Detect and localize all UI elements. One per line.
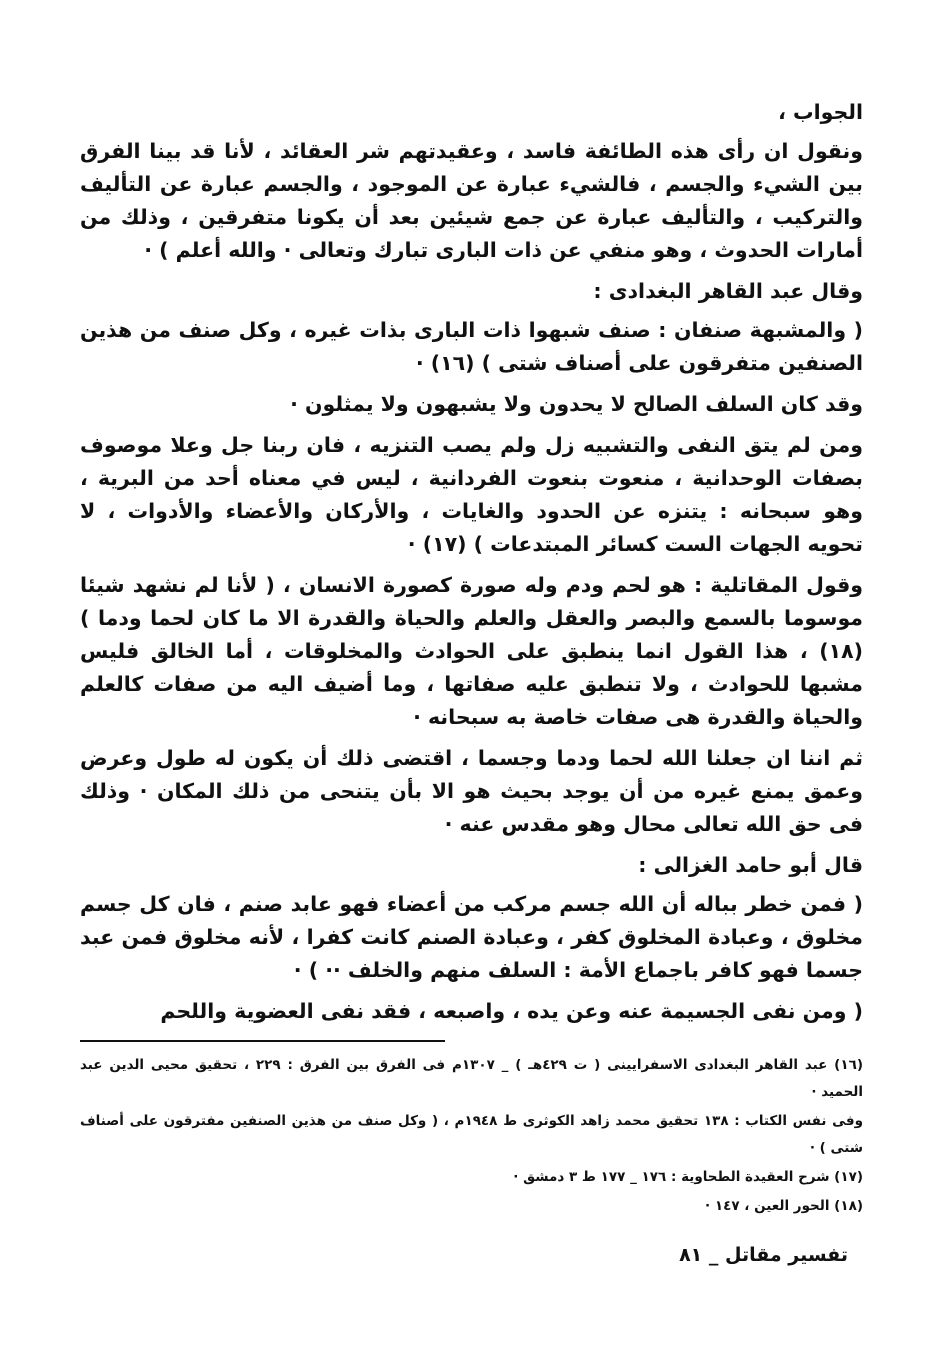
page-footer: تفسير مقاتل _ ٨١: [679, 1244, 848, 1266]
paragraph: ونقول ان رأى هذه الطائفة فاسد ، وعقيدتهم شر العقائد ، لأنا قد بينا الفرق بين الشيء والجسم ، فالشيء عبارة عن الموجود ، والجسم عبارة عن التأليف والتركيب ، والتأليف عبارة عن جمع شيئين بعد أن يكونا متفرقين ، وذلك من أمارات الحدوث ، وهو منفي عن ذات البارى تبارك وتعالى · والله أعلم ) ·: [80, 139, 863, 262]
section-heading-answer: الجواب ،: [778, 100, 863, 124]
footnote: (١٨) الحور العين ، ١٤٧ ·: [705, 1198, 863, 1214]
section-heading-baghdadi: وقال عبد القاهر البغدادى :: [593, 279, 863, 303]
paragraph: وقول المقاتلية : هو لحم ودم وله صورة كصورة الانسان ، ( لأنا لم نشهد شيئا موسوما بالسمع والبصر والعقل والعلم والحياة والقدرة الا ما كان لحما ودما ) (١٨) ، هذا القول انما ينطبق على الحوادث والمخلوقات ، أما الخالق فليس مشبها للحوادث ، ولا تنطبق عليه صفاتها ، وما أضيف اليه من صفات كالعلم والحياة والقدرة هى صفات خاصة به سبحانه ·: [80, 573, 863, 729]
body-text: [80, 96, 863, 1036]
paragraph: ( فمن خطر بباله أن الله جسم مركب من أعضاء فهو عابد صنم ، فان كل جسم مخلوق ، وعبادة المخلوق كفر ، وعبادة الصنم كانت كفرا ، لأنه مخلوق فمن عبد جسما فهو كافر باجماع الأمة : السلف منهم والخلف ·· ) ·: [80, 892, 863, 982]
footnote-divider: [80, 1040, 445, 1042]
footnote: (١٦) عبد القاهر البغدادى الاسفرايينى ( ت ٤٢٩هـ ) _ ١٣٠٧م فى الفرق بين الفرق : ٢٢٩ ، تحقيق محيى الدين عبد الحميد ·: [80, 1057, 863, 1100]
paragraph: ومن لم يتق النفى والتشبيه زل ولم يصب التنزيه ، فان ربنا جل وعلا موصوف بصفات الوحدانية ، منعوت بنعوت الفردانية ، ليس في معناه أحد من البرية ، وهو سبحانه : يتنزه عن الحدود والغايات ، والأركان والأعضاء والأدوات ، لا تحويه الجهات الست كسائر المبتدعات ) (١٧) ·: [80, 433, 863, 556]
paragraph: ثم اننا ان جعلنا الله لحما ودما وجسما ، اقتضى ذلك أن يكون له طول وعرض وعمق يمنع غيره من أن يوجد بحيث هو الا بأن يتنحى من ذلك المكان · وذلك فى حق الله تعالى محال وهو مقدس عنه ·: [80, 746, 863, 836]
footnotes: [80, 1052, 863, 1222]
paragraph: ( ومن نفى الجسيمة عنه وعن يده ، واصبعه ، فقد نفى العضوية واللحم: [160, 999, 863, 1023]
paragraph: وقد كان السلف الصالح لا يحدون ولا يشبهون ولا يمثلون ·: [290, 392, 863, 416]
footnote: (١٧) شرح العقيدة الطحاوية : ١٧٦ _ ١٧٧ ط ٣ دمشق ·: [513, 1169, 863, 1185]
section-heading-ghazali: قال أبو حامد الغزالى :: [638, 853, 863, 877]
paragraph: ( والمشبهة صنفان : صنف شبهوا ذات البارى بذات غيره ، وكل صنف من هذين الصنفين متفرقون على أصناف شتى ) (١٦) ·: [80, 318, 863, 375]
footnote: وفى نفس الكتاب : ١٣٨ تحقيق محمد زاهد الكوثرى ط ١٩٤٨م ، ( وكل صنف من هذين الصنفين مفترقون على أصناف شتى ) ·: [80, 1113, 863, 1156]
